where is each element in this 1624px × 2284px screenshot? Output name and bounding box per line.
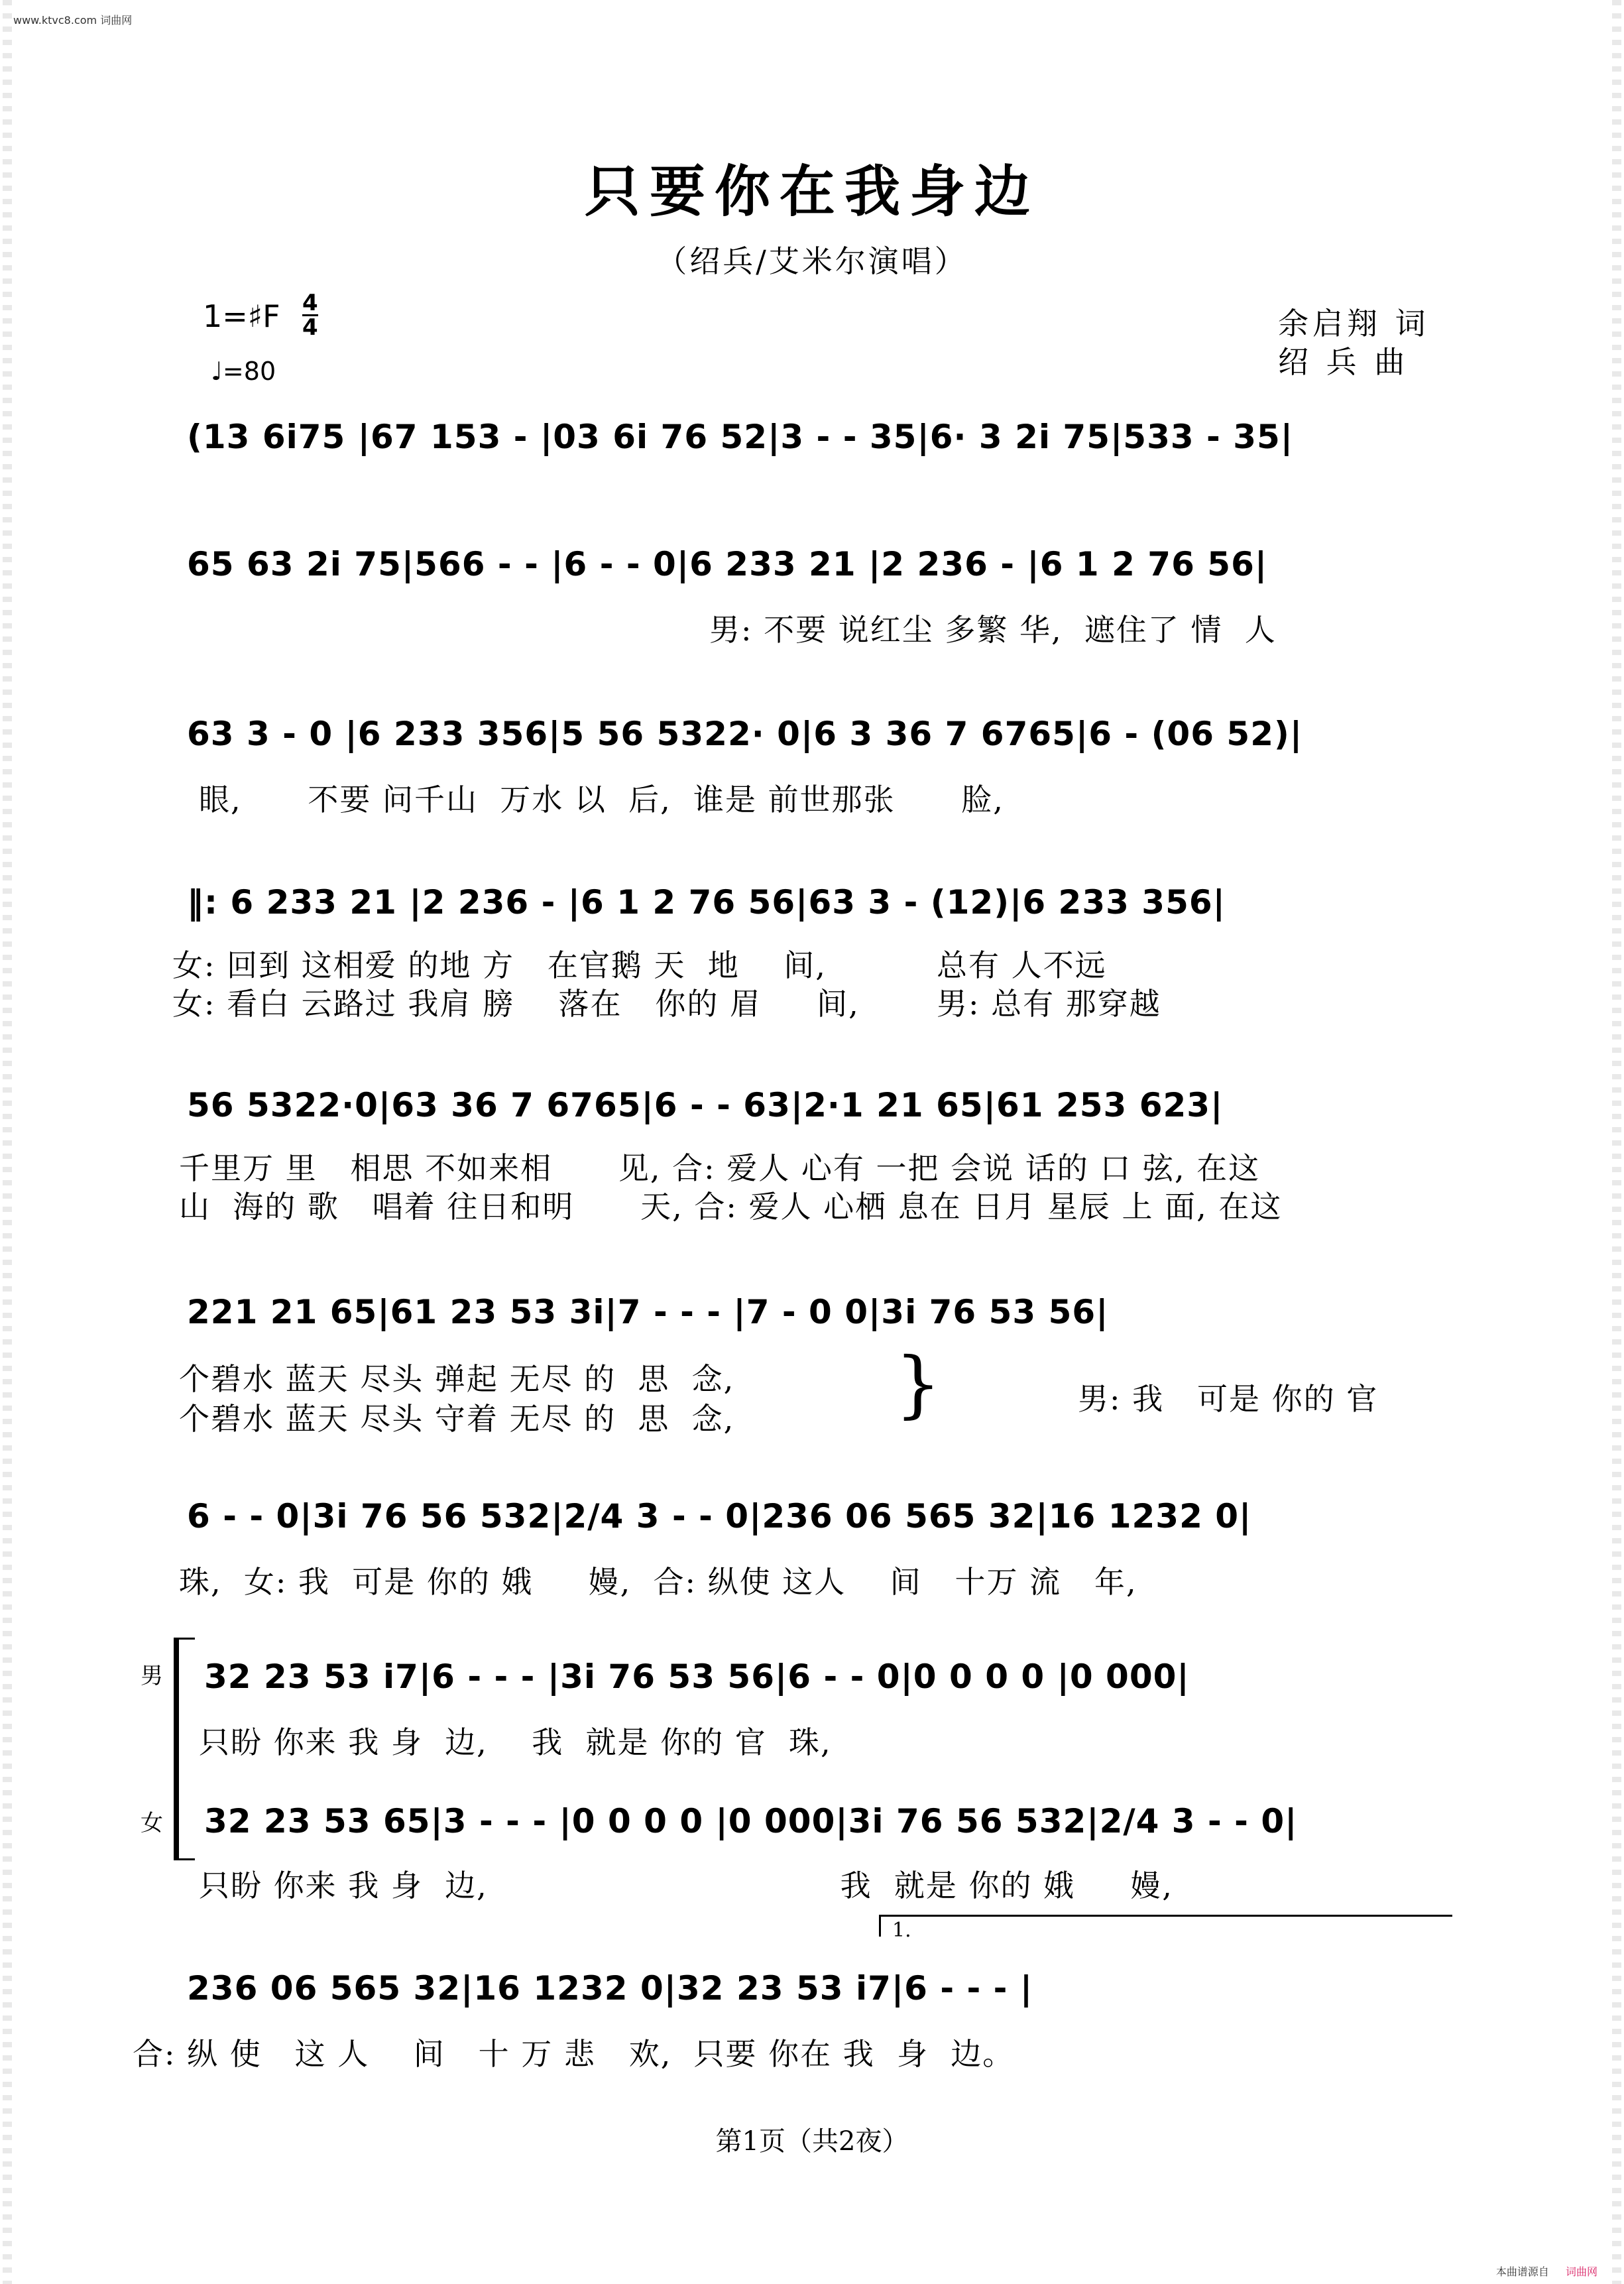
watermark-bottom-brand: 词曲网 (1565, 2265, 1597, 2278)
meter-top: 4 (302, 290, 318, 316)
notation-row-4: ‖: 6 233 21 |2 236 - |6 1 2 76 56|63 3 - (12)|6 233 356| (187, 883, 1226, 922)
meter-bottom: 4 (302, 314, 318, 341)
page-footer: 第1页（共2夜） (715, 2126, 909, 2157)
lyric-row-5-verse-1: 千里万 里 相思 不如来相 见, 合: 爱人 心有 一把 会说 话的 口 弦, 在这 (179, 1150, 1261, 1186)
voice-label-female: 女 (141, 1810, 163, 1836)
notation-row-10: 236 06 565 32|16 1232 0|32 23 53 i7|6 - - - | (187, 1969, 1033, 2008)
tempo-marking: ♩=80 (211, 357, 276, 386)
lyric-row-7: 珠, 女: 我 可是 你的 娥 嫚, 合: 纵使 这人 间 十万 流 年, (179, 1564, 1137, 1600)
watermark-bottom (1496, 2263, 1597, 2279)
verse-brace: } (895, 1341, 941, 1426)
notation-row-2: 65 63 2i 75|566 - - |6 - - 0|6 233 21 |2 236 - |6 1 2 76 56| (187, 545, 1268, 583)
lyric-row-6-verse-2: 个碧水 蓝天 尽头 守着 无尽 的 思 念, (179, 1401, 735, 1437)
notation-row-8-male: 32 23 53 i7|6 - - - |3i 76 53 56|6 - - 0|0 0 0 0 |0 000| (204, 1657, 1190, 1696)
notation-row-3: 63 3 - 0 |6 233 356|5 56 5322· 0|6 3 36 7 6765|6 - (06 52)| (187, 715, 1303, 753)
first-ending-bracket (879, 1915, 1452, 1937)
voice-label-male: 男 (141, 1663, 163, 1689)
lyric-row-4-verse-2: 女: 看白 云路过 我肩 膀 落在 你的 眉 间, 男: 总有 那穿越 (172, 986, 1161, 1022)
notation-row-7: 6 - - 0|3i 76 56 532|2/4 3 - - 0|236 06 565 32|16 1232 0| (187, 1497, 1252, 1535)
lyric-row-6-male: 男: 我 可是 你的 官 (1078, 1381, 1379, 1417)
song-title: 只要你在我身边 (584, 158, 1039, 224)
page-edge-right (1612, 0, 1621, 2284)
key-signature: 1=♯F (203, 298, 280, 334)
lyric-row-6-verse-1: 个碧水 蓝天 尽头 弹起 无尽 的 思 念, (179, 1361, 735, 1397)
notation-row-6: 221 21 65|61 23 53 3i|7 - - - |7 - 0 0|3i 76 53 56| (187, 1293, 1109, 1331)
lyric-row-8-male: 只盼 你来 我 身 边, 我 就是 你的 官 珠, (199, 1724, 832, 1760)
lyric-row-4-verse-1: 女: 回到 这相爱 的地 方 在官鹅 天 地 间, 总有 人不远 (172, 947, 1107, 983)
page-edge-left (3, 0, 12, 2284)
time-signature (302, 292, 318, 339)
lyric-row-2: 男: 不要 说红尘 多繁 华, 遮住了 情 人 (709, 612, 1277, 648)
first-ending-label: 1. (892, 1919, 911, 1942)
system-bracket (174, 1638, 195, 1860)
notation-row-9-female: 32 23 53 65|3 - - - |0 0 0 0 |0 000|3i 76 56 532|2/4 3 - - 0| (204, 1802, 1298, 1840)
lyric-row-3: 眼, 不要 问千山 万水 以 后, 谁是 前世那张 脸, (199, 782, 1004, 817)
notation-row-5: 56 5322·0|63 36 7 6765|6 - - 63|2·1 21 65|61 253 623| (187, 1086, 1224, 1124)
song-subtitle: （绍兵/艾米尔演唱） (656, 243, 968, 279)
lyricist-credit: 余启翔 词 (1278, 306, 1430, 341)
watermark-bottom-left: 本曲谱源自 (1495, 2265, 1549, 2278)
lyric-row-5-verse-2: 山 海的 歌 唱着 往日和明 天, 合: 爱人 心栖 息在 日月 星辰 上 面, 在这 (179, 1189, 1283, 1225)
notation-row-1: (13 6i75 |67 153 - |03 6i 76 52|3 - - 35|6· 3 2i 75|533 - 35| (187, 418, 1294, 456)
lyric-row-10: 合: 纵 使 这 人 间 十 万 悲 欢, 只要 你在 我 身 边。 (133, 2036, 1015, 2072)
composer-credit: 绍 兵 曲 (1278, 344, 1409, 380)
watermark-top: www.ktvc8.com 词曲网 (13, 14, 133, 27)
lyric-row-9-female: 只盼 你来 我 身 边, 我 就是 你的 娥 嫚, (199, 1868, 1173, 1903)
